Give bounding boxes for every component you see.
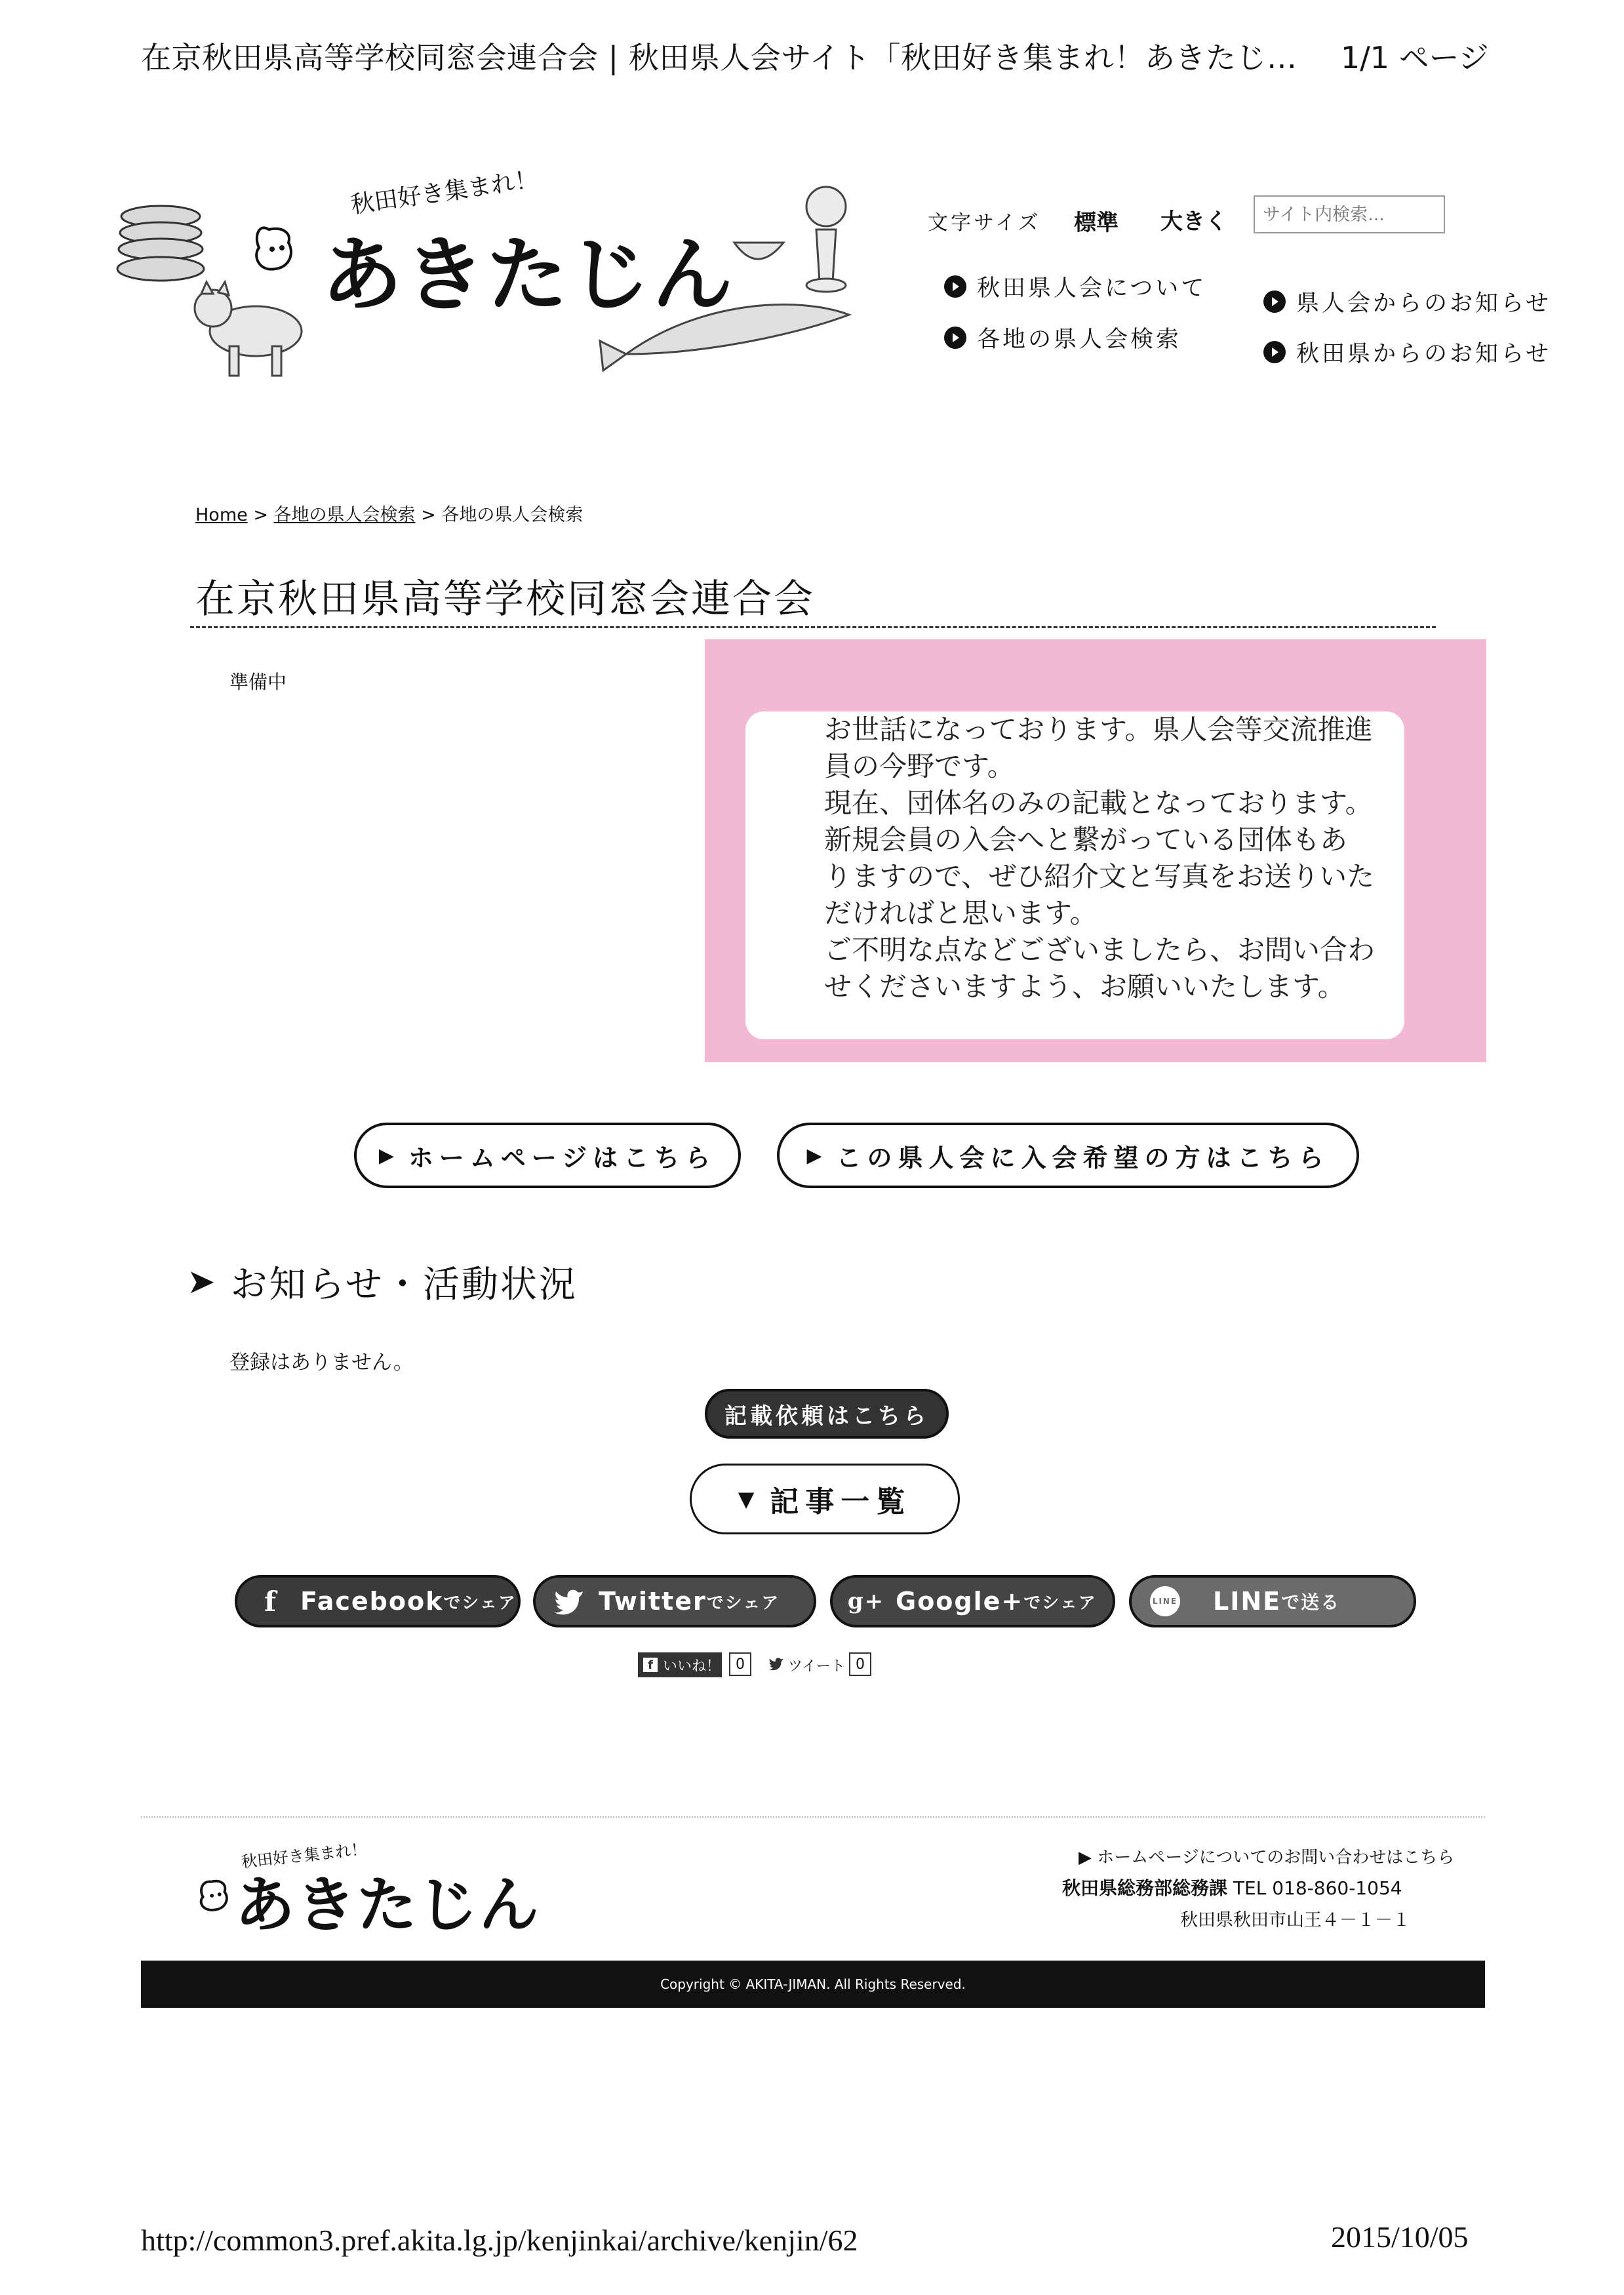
- nav-label: 各地の県人会検索: [977, 327, 1182, 353]
- footer-department: [1062, 1874, 1402, 1900]
- share-brand: Facebook: [300, 1587, 444, 1616]
- line-share-button[interactable]: [1129, 1575, 1416, 1627]
- like-count: 0: [729, 1652, 751, 1676]
- share-suffix: でシェア: [443, 1593, 517, 1613]
- breadcrumb-current: 各地の県人会検索: [441, 505, 584, 525]
- arrow-right-icon: ➤: [187, 1262, 218, 1302]
- note-line: 新規会員の入会へと繋がっている団体もあ: [824, 824, 1348, 856]
- play-arrow-icon: ▶: [806, 1144, 822, 1167]
- news-heading-label: お知らせ・活動状況: [230, 1264, 578, 1306]
- news-empty-text: 登録はありません。: [229, 1351, 414, 1374]
- twitter-bird-icon: [768, 1657, 784, 1674]
- footer-contact-label: ホームページについてのお問い合わせはこちら: [1097, 1848, 1455, 1867]
- font-size-standard-button[interactable]: 標準: [1074, 210, 1119, 236]
- play-arrow-icon: ▶: [1079, 1848, 1098, 1867]
- breadcrumb-search[interactable]: 各地の県人会検索: [273, 505, 416, 525]
- copyright-bar: Copyright © AKITA-JIMAN. All Rights Reserved.: [141, 1961, 1485, 2008]
- logo-tagline: 秋田好き集まれ！: [349, 166, 540, 219]
- breadcrumb-home[interactable]: Home: [195, 505, 248, 525]
- note-line: りますので、ぜひ紹介文と写真をお送りいた: [824, 860, 1375, 892]
- request-listing-button[interactable]: 記載依頼はこちら: [705, 1389, 949, 1439]
- facebook-icon: f: [643, 1658, 658, 1672]
- note-line: せくださいますよう、お願いいたします。: [824, 970, 1345, 1003]
- tweet-button[interactable]: [768, 1655, 845, 1675]
- twitter-share-button[interactable]: [533, 1575, 816, 1627]
- nav-arrow-icon: [944, 275, 966, 298]
- nav-kenjinkai-news[interactable]: [1263, 285, 1551, 318]
- print-url: http://common3.pref.akita.lg.jp/kenjinkai/archive/kenjin/62: [141, 2224, 858, 2257]
- nav-prefecture-news[interactable]: [1263, 336, 1551, 369]
- akita-mascot-icon: [195, 1877, 233, 1915]
- nav-arrow-icon: [1263, 290, 1286, 313]
- share-suffix: でシェア: [1023, 1593, 1097, 1613]
- footer-contact-link[interactable]: [1079, 1844, 1454, 1868]
- title-divider: [190, 626, 1436, 628]
- note-line: だければと思います。: [824, 897, 1098, 929]
- note-line: お世話になっております。県人会等交流推進: [824, 713, 1373, 746]
- print-date: 2015/10/05: [1331, 2220, 1469, 2254]
- nav-label: 秋田県人会について: [977, 275, 1207, 302]
- footer-logo[interactable]: あきたじん: [235, 1869, 540, 1940]
- facebook-like-button[interactable]: [638, 1652, 722, 1677]
- share-suffix: でシェア: [706, 1593, 780, 1613]
- share-brand: LINE: [1213, 1587, 1282, 1616]
- tweet-label: ツイート: [788, 1658, 845, 1675]
- facebook-share-button[interactable]: [235, 1575, 521, 1627]
- font-size-large-button[interactable]: 大きく: [1160, 209, 1227, 235]
- font-size-label: 文字サイズ: [928, 211, 1041, 235]
- print-page-title: 在京秋田県高等学校同窓会連合会 | 秋田県人会サイト「秋田好き集まれ！あきたじ…: [141, 40, 1297, 75]
- status-text: 準備中: [229, 671, 287, 693]
- twitter-bird-icon: [554, 1586, 584, 1616]
- google-plus-icon: g+: [847, 1588, 885, 1614]
- nav-arrow-icon: [944, 327, 966, 349]
- article-list-label: 記事一覧: [770, 1485, 912, 1519]
- share-brand: Google+: [896, 1587, 1024, 1616]
- footer-divider: [141, 1816, 1485, 1818]
- site-logo[interactable]: あきたじん: [321, 228, 735, 323]
- page-title: 在京秋田県高等学校同窓会連合会: [195, 576, 815, 622]
- breadcrumb: [195, 500, 583, 526]
- nav-arrow-icon: [1263, 341, 1286, 363]
- share-brand: Twitter: [599, 1587, 707, 1616]
- note-line: 員の今野です。: [824, 750, 1015, 782]
- facebook-icon: f: [264, 1585, 278, 1618]
- footer-logo-tagline: 秋田好き集まれ！: [240, 1839, 368, 1871]
- print-page-number: 1/1 ページ: [1341, 40, 1489, 75]
- chevron-down-icon: ▼: [738, 1487, 755, 1511]
- footer-dept-name: 秋田県総務部総務課: [1062, 1877, 1228, 1899]
- nav-about-kenjinkai[interactable]: [944, 270, 1206, 303]
- nav-label: 県人会からのお知らせ: [1296, 290, 1551, 317]
- article-list-button[interactable]: [690, 1464, 960, 1534]
- homepage-button-label: ホームページはこちら: [408, 1142, 717, 1172]
- nav-search-kenjinkai[interactable]: [944, 321, 1181, 354]
- tweet-count: 0: [849, 1652, 871, 1676]
- join-button-label: この県人会に入会希望の方はこちら: [836, 1142, 1330, 1172]
- nav-label: 秋田県からのお知らせ: [1296, 341, 1551, 367]
- breadcrumb-separator: >: [253, 505, 268, 525]
- join-button[interactable]: [777, 1123, 1359, 1188]
- footer-address: 秋田県秋田市山王４－１－１: [1180, 1910, 1410, 1930]
- play-arrow-icon: ▶: [378, 1144, 394, 1167]
- line-icon: LINE: [1150, 1586, 1180, 1616]
- note-line: 現在、団体名のみの記載となっております。: [824, 787, 1373, 819]
- share-suffix: で送る: [1281, 1591, 1341, 1613]
- homepage-button[interactable]: [354, 1123, 741, 1188]
- breadcrumb-separator: >: [421, 505, 436, 525]
- note-line: ご不明な点などございましたら、お問い合わ: [824, 934, 1376, 966]
- note-message: [745, 711, 1404, 1039]
- google-plus-share-button[interactable]: [830, 1575, 1115, 1627]
- site-search-input[interactable]: [1254, 195, 1445, 233]
- like-label: いいね！: [663, 1658, 721, 1675]
- footer-tel: TEL 018-860-1054: [1233, 1877, 1402, 1899]
- news-heading: [187, 1256, 578, 1308]
